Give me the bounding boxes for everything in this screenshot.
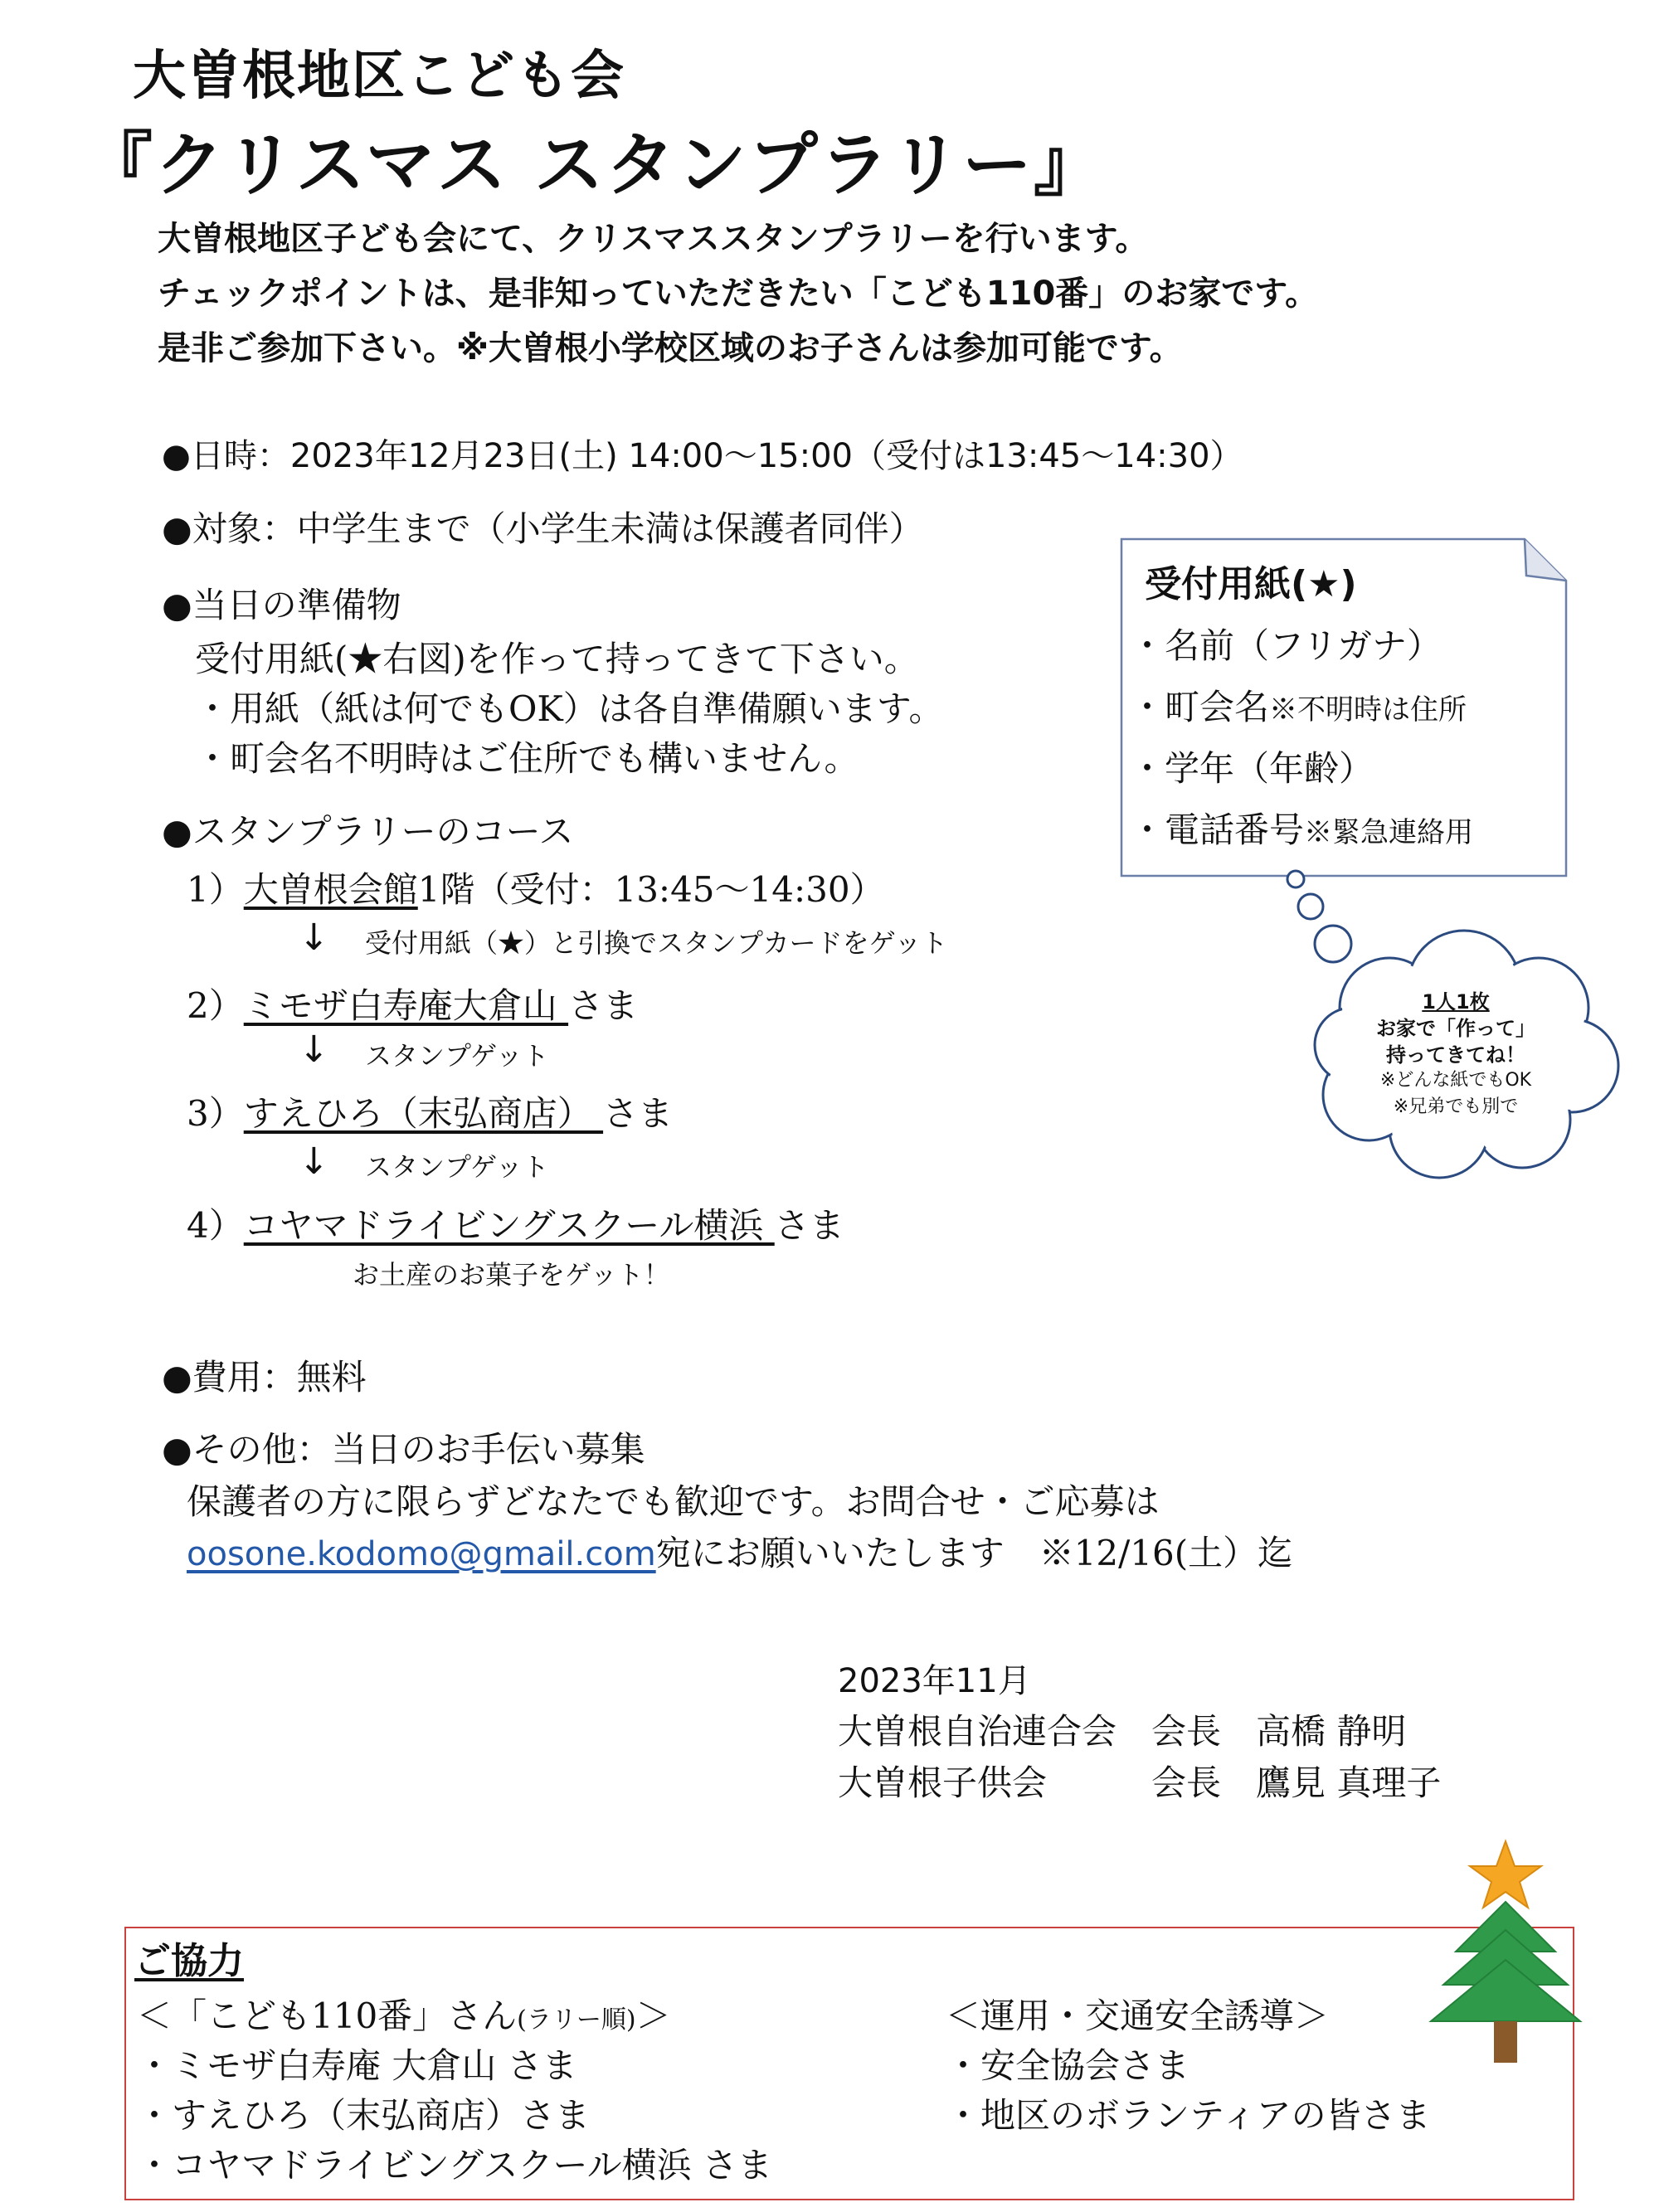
christmas-tree-icon xyxy=(1414,1837,1597,2069)
course-stop-num: 1） xyxy=(187,869,244,910)
other-line-1: 保護者の方に限らずどなたでも歓迎です。お問合せ・ご応募は xyxy=(187,1481,1160,1522)
prep-line-3: ・町会名不明時はご住所でも構いません。 xyxy=(195,738,859,779)
signature-line-2: 大曽根子供会 会長 鷹見 真理子 xyxy=(838,1762,1442,1803)
step-note-1: 受付用紙（★）と引換でスタンプカードをゲット xyxy=(365,927,948,959)
final-note: お土産のお菓子をゲット！ xyxy=(353,1259,670,1291)
prep-heading: ●当日の準備物 xyxy=(162,585,401,625)
course-stop-num: 4） xyxy=(187,1205,244,1246)
cooperation-right-item-1: ・安全協会さま xyxy=(946,2045,1190,2086)
course-heading: ●スタンプラリーのコース xyxy=(162,811,574,852)
star-icon xyxy=(1470,1841,1541,1908)
form-card-item-4 xyxy=(1130,803,1473,853)
form-card-item-3 xyxy=(1130,741,1374,791)
cooperation-right-heading: ＜運用・交通安全誘導＞ xyxy=(946,1996,1330,2036)
cooperation-left-item-2: ・すえひろ（末弘商店）さま xyxy=(137,2095,591,2136)
event-title: 『クリスマス スタンプラリー』 xyxy=(83,124,1105,206)
step-note-3: スタンプゲット xyxy=(365,1151,549,1183)
other-line-2 xyxy=(187,1526,1292,1576)
down-arrow-icon: ↓ xyxy=(299,1140,329,1183)
target: ●対象：中学生まで（小学生未満は保護者同伴） xyxy=(162,508,924,549)
form-card-item-1 xyxy=(1130,619,1442,668)
course-stop-suffix: さま xyxy=(568,985,639,1026)
form-card-item-note: ※緊急連絡用 xyxy=(1304,816,1474,849)
left-heading-end: ＞ xyxy=(635,1996,671,2036)
signature-line-1: 大曽根自治連合会 会長 高橋 静明 xyxy=(838,1711,1407,1752)
left-heading-small: (ラリー順) xyxy=(517,2005,636,2035)
cooperation-heading: ご協力 xyxy=(134,1940,244,1982)
course-stop-place: すえひろ（末弘商店） xyxy=(243,1093,604,1134)
prep-line-1: 受付用紙(★右図)を作って持ってきて下さい。 xyxy=(195,639,919,679)
bubble-line-2: お家で「作って」 xyxy=(1376,1017,1535,1040)
course-stop-num: 3） xyxy=(187,1093,244,1134)
bubble-line-1: 1人1枚 xyxy=(1422,990,1490,1014)
course-stop-suffix: さま xyxy=(603,1093,674,1134)
bubble-line-3: 持ってきてね！ xyxy=(1386,1043,1525,1067)
contact-email-link[interactable]: oosone.kodomo@gmail.com xyxy=(187,1535,656,1573)
intro-line-3: 是非ご参加下さい。※大曽根小学校区域のお子さんは参加可能です。 xyxy=(158,329,1183,367)
form-card xyxy=(1120,537,1568,878)
thought-bubble xyxy=(1273,867,1638,1190)
intro-line-2: チェックポイントは、是非知っていただきたい「こども110番」のお家です。 xyxy=(158,275,1319,313)
cooperation-left-heading xyxy=(137,1989,671,2039)
course-stop-num: 2） xyxy=(187,985,244,1026)
form-card-item-main: ・名前（フリガナ） xyxy=(1130,625,1442,666)
fee: ●費用：無料 xyxy=(162,1357,367,1398)
course-stop-4 xyxy=(187,1198,844,1248)
course-stop-place: 大曽根会館 xyxy=(243,869,418,910)
form-card-item-note: ※不明時は住所 xyxy=(1269,693,1467,727)
course-stop-place: コヤマドライビングスクール横浜 xyxy=(243,1205,775,1246)
course-stop-1 xyxy=(187,863,885,912)
form-card-item-main: ・学年（年齢） xyxy=(1130,748,1374,789)
course-stop-2 xyxy=(187,979,638,1028)
course-stop-suffix: 1階（受付：13:45～14:30） xyxy=(417,869,885,910)
prep-line-2: ・用紙（紙は何でもOK）は各自準備願います。 xyxy=(195,688,944,729)
other-heading: ●その他：当日のお手伝い募集 xyxy=(162,1429,645,1470)
form-card-title: 受付用紙(★) xyxy=(1145,563,1357,605)
intro-line-1: 大曽根地区子ども会にて、クリスマススタンプラリーを行います。 xyxy=(158,220,1149,258)
cooperation-left-item-1: ・ミモザ白寿庵 大倉山 さま xyxy=(137,2045,577,2086)
cooperation-right-item-2: ・地区のボランティアの皆さま xyxy=(946,2095,1431,2136)
bubble-line-4: ※どんな紙でもOK xyxy=(1379,1070,1532,1091)
down-arrow-icon: ↓ xyxy=(299,916,329,959)
org-name: 大曽根地区こども会 xyxy=(133,46,625,107)
form-card-item-2 xyxy=(1130,680,1467,730)
course-stop-3 xyxy=(187,1087,673,1136)
course-stop-place: ミモザ白寿庵大倉山 xyxy=(243,985,569,1026)
bubble-line-5: ※兄弟でも別で xyxy=(1393,1096,1519,1117)
datetime: ●日時：2023年12月23日(土) 14:00～15:00（受付は13:45～14:30） xyxy=(162,437,1243,475)
left-heading-main: ＜「こども110番」さん xyxy=(137,1996,518,2036)
step-note-2: スタンプゲット xyxy=(365,1040,549,1072)
down-arrow-icon: ↓ xyxy=(299,1028,329,1071)
cooperation-left-item-3: ・コヤマドライビングスクール横浜 さま xyxy=(137,2145,772,2185)
form-card-item-main: ・電話番号 xyxy=(1130,809,1305,850)
other-line-2-text: 宛にお願いいたします ※12/16(土）迄 xyxy=(655,1533,1293,1573)
signature-date: 2023年11月 xyxy=(838,1662,1031,1700)
form-card-item-main: ・町会名 xyxy=(1130,687,1270,727)
tree-trunk xyxy=(1494,2021,1517,2063)
course-stop-suffix: さま xyxy=(774,1205,844,1246)
